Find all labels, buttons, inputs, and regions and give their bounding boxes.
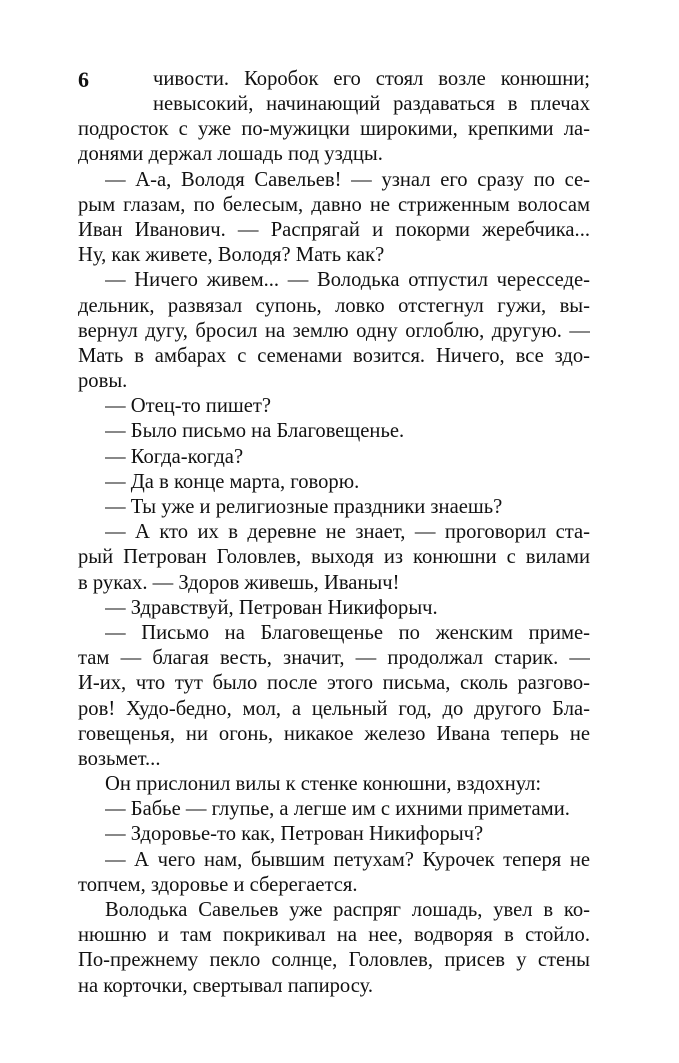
text-line: — Здравствуй, Петрован Никифорыч.	[105, 597, 438, 619]
text-line: — Ничего живем... — Володька отпустил чересседе-	[105, 269, 590, 291]
text-line: дельник, развязал супонь, ловко отстегнул гужи, вы-	[78, 295, 590, 317]
text-line: — Было письмо на Благовещенье.	[105, 420, 405, 442]
text-line: говещенья, ни огонь, никакое железо Ивана теперь не	[78, 723, 590, 745]
text-line: на корточки, свертывал папиросу.	[78, 975, 373, 997]
text-line: — А-а, Володя Савельев! — узнал его сразу по се-	[105, 169, 590, 191]
text-line: донями держал лошадь под уздцы.	[78, 143, 383, 165]
text-line: нюшню и там покрикивал на нее, водворяя в стойло.	[78, 924, 590, 946]
text-line: — А чего нам, бывшим петухам? Курочек теперя не	[105, 849, 590, 871]
page-number: 6	[78, 67, 89, 92]
text-line: вернул дугу, бросил на землю одну оглоблю, другую. —	[78, 320, 590, 342]
text-line: ровы.	[78, 370, 128, 392]
text-line: Он прислонил вилы к стенке конюшни, вздохнул:	[105, 773, 542, 795]
text-line: — Здоровье-то как, Петрован Никифорыч?	[105, 823, 484, 845]
text-line: — Бабье — глупье, а легше им с ихними приметами.	[105, 798, 570, 820]
text-line: Иван Иванович. — Распрягай и покорми жеребчика...	[78, 219, 590, 241]
text-line: Мать в амбарах с семенами возится. Ничего, все здо-	[78, 345, 590, 367]
text-line: ров! Худо-бедно, мол, а цельный год, до другого Бла-	[78, 698, 590, 720]
text-line: рый Петрован Головлев, выходя из конюшни с вилами	[78, 546, 590, 568]
text-line: — Отец-то пишет?	[105, 395, 271, 417]
text-line: — Когда-когда?	[105, 446, 244, 468]
text-line: — А кто их в деревне не знает, — проговорил ста-	[105, 521, 590, 543]
text-line: — Да в конце марта, говорю.	[105, 471, 360, 493]
text-line: невысокий, начинающий раздаваться в плечах	[153, 93, 590, 115]
text-line: топчем, здоровье и сберегается.	[78, 874, 358, 896]
text-line: рым глазам, по белесым, давно не стриженным волосам	[78, 194, 590, 216]
text-line: подросток с уже по-мужицки широкими, крепкими ла-	[78, 118, 590, 140]
text-line: там — благая весть, значит, — продолжал старик. —	[78, 647, 590, 669]
text-line: возьмет...	[78, 748, 161, 770]
text-line: — Ты уже и религиозные праздники знаешь?	[105, 496, 503, 518]
text-line: — Письмо на Благовещенье по женским приме-	[105, 622, 590, 644]
text-line: чивости. Коробок его стоял возле конюшни;	[153, 68, 590, 90]
text-line: По-прежнему пекло солнце, Головлев, присев у стены	[78, 949, 590, 971]
text-line: Ну, как живете, Володя? Мать как?	[78, 244, 385, 266]
text-line: Володька Савельев уже распряг лошадь, увел в ко-	[105, 899, 590, 921]
text-line: И-их, что тут было после этого письма, сколь разгово-	[78, 672, 590, 694]
text-line: в руках. — Здоров живешь, Иваныч!	[78, 572, 400, 594]
